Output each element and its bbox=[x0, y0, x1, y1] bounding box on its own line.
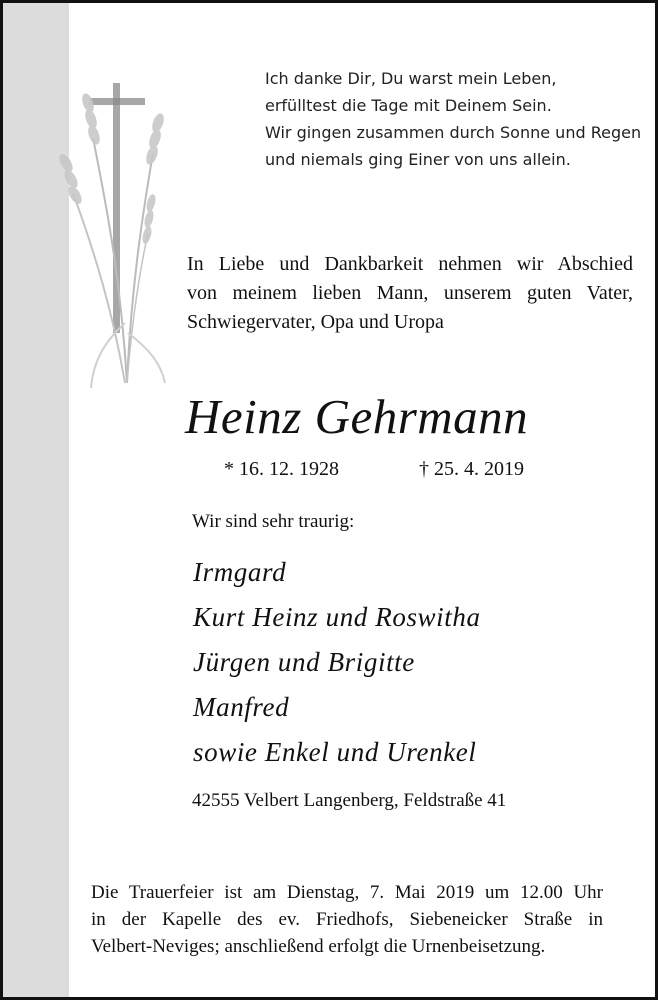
poem-line: Wir gingen zusammen durch Sonne und Regen bbox=[265, 123, 642, 142]
deceased-name: Heinz Gehrmann bbox=[185, 389, 529, 444]
poem-line: erfülltest die Tage mit Deinem Sein. bbox=[265, 96, 552, 115]
death-date: † 25. 4. 2019 bbox=[419, 458, 524, 480]
cross-with-wheat-icon bbox=[33, 43, 193, 413]
intro-text bbox=[187, 250, 633, 337]
address: 42555 Velbert Langenberg, Feldstraße 41 bbox=[192, 790, 507, 811]
mourner-name: sowie Enkel und Urenkel bbox=[193, 737, 477, 767]
funeral-line: in der Kapelle des ev. Friedhofs, Siebeneicker Straße in bbox=[91, 909, 603, 930]
intro-line: In Liebe und Dankbarkeit nehmen wir Abschied bbox=[187, 253, 633, 275]
mourner-name: Irmgard bbox=[193, 557, 287, 587]
intro-line: von meinem lieben Mann, unserem guten Vater, bbox=[187, 282, 633, 304]
funeral-line: Velbert-Neviges; anschließend erfolgt die Urnenbeisetzung. bbox=[91, 936, 546, 957]
mourner-name: Kurt Heinz und Roswitha bbox=[193, 602, 481, 632]
birth-date: * 16. 12. 1928 bbox=[224, 458, 339, 480]
mourners-list bbox=[193, 550, 481, 775]
funeral-info bbox=[91, 879, 603, 960]
poem-line: Ich danke Dir, Du warst mein Leben, bbox=[265, 69, 557, 88]
intro-line: Schwiegervater, Opa und Uropa bbox=[187, 311, 444, 333]
mourners-heading: Wir sind sehr traurig: bbox=[192, 511, 355, 532]
poem-line: und niemals ging Einer von uns allein. bbox=[265, 150, 571, 169]
funeral-line: Die Trauerfeier ist am Dienstag, 7. Mai 2019 um 12.00 Uhr bbox=[91, 882, 603, 903]
poem bbox=[265, 65, 642, 173]
mourner-name: Jürgen und Brigitte bbox=[193, 647, 415, 677]
mourner-name: Manfred bbox=[193, 692, 290, 722]
